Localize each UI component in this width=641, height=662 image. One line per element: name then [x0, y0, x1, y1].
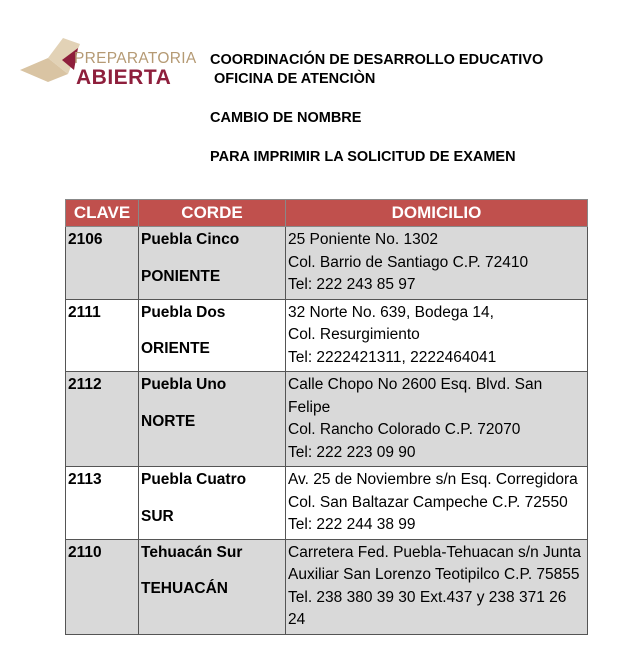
domicilio-cell — [286, 467, 588, 540]
table-row — [66, 467, 588, 540]
col-clave: CLAVE — [66, 200, 139, 227]
address-line: Tel: 222 223 09 90 — [288, 443, 416, 461]
corde-cell — [139, 539, 286, 634]
table-row — [66, 372, 588, 467]
address-line: Tel: 222 244 38 99 — [288, 516, 416, 533]
clave-cell: 2111 — [66, 299, 139, 372]
corde-name: Puebla Uno — [141, 376, 227, 393]
table-row — [66, 227, 588, 300]
corde-name: Puebla Cinco — [141, 231, 240, 248]
address-line: Col. Barrio de Santiago C.P. 72410 — [288, 253, 529, 271]
address-line: Tel: 222 243 85 97 — [288, 276, 416, 293]
address-line: 25 Poniente No. 1302 — [288, 231, 438, 248]
corde-cell — [139, 299, 286, 372]
offices-table — [65, 199, 588, 635]
address-line: Tel: 2222421311, 2222464041 — [288, 348, 497, 366]
corde-zone: ORIENTE — [141, 340, 210, 357]
col-domicilio: DOMICILIO — [286, 200, 588, 227]
corde-zone: SUR — [141, 507, 174, 525]
preparatoria-abierta-logo — [18, 30, 198, 90]
col-corde: CORDE — [139, 200, 286, 227]
table-row — [66, 299, 588, 372]
corde-name: Puebla Cuatro — [141, 471, 247, 488]
corde-name: Puebla Dos — [141, 303, 226, 321]
domicilio-cell — [286, 299, 588, 372]
clave-cell: 2112 — [66, 372, 139, 467]
corde-cell — [139, 372, 286, 467]
header-instruction: PARA IMPRIMIR LA SOLICITUD DE EXAMEN — [210, 149, 516, 165]
corde-cell — [139, 227, 286, 300]
address-line: Col. Rancho Colorado C.P. 72070 — [288, 421, 521, 438]
domicilio-cell — [286, 227, 588, 300]
corde-zone: TEHUACÁN — [141, 580, 228, 597]
clave-cell: 2110 — [66, 539, 139, 634]
corde-zone: NORTE — [141, 412, 196, 430]
clave-cell: 2106 — [66, 227, 139, 300]
domicilio-cell — [286, 539, 588, 634]
address-line: Carretera Fed. Puebla-Tehuacan s/n Junta Auxiliar San Lorenzo Teotipilco C.P. 75855 — [288, 543, 581, 583]
header-coordination: COORDINACIÓN DE DESARROLLO EDUCATIVO — [210, 52, 544, 68]
logo-text-bottom: ABIERTA — [76, 66, 172, 89]
clave-cell: 2113 — [66, 467, 139, 540]
corde-zone: PONIENTE — [141, 267, 221, 285]
address-line: 32 Norte No. 639, Bodega 14, — [288, 303, 494, 321]
address-line: Col. Resurgimiento — [288, 326, 420, 343]
address-line: Av. 25 de Noviembre s/n Esq. Corregidora — [288, 471, 578, 488]
corde-cell — [139, 467, 286, 540]
corde-name: Tehuacán Sur — [141, 543, 243, 561]
table-row — [66, 539, 588, 634]
address-line: Col. San Baltazar Campeche C.P. 72550 — [288, 493, 568, 511]
header-subject: CAMBIO DE NOMBRE — [210, 110, 362, 126]
address-line: Tel. 238 380 39 30 Ext.437 y 238 371 26 24 — [288, 588, 567, 628]
domicilio-cell — [286, 372, 588, 467]
logo-text-top: PREPARATORIA — [74, 50, 197, 67]
address-line: Calle Chopo No 2600 Esq. Blvd. San Felipe — [288, 376, 543, 416]
header-office: OFICINA DE ATENCIÒN — [214, 71, 376, 87]
